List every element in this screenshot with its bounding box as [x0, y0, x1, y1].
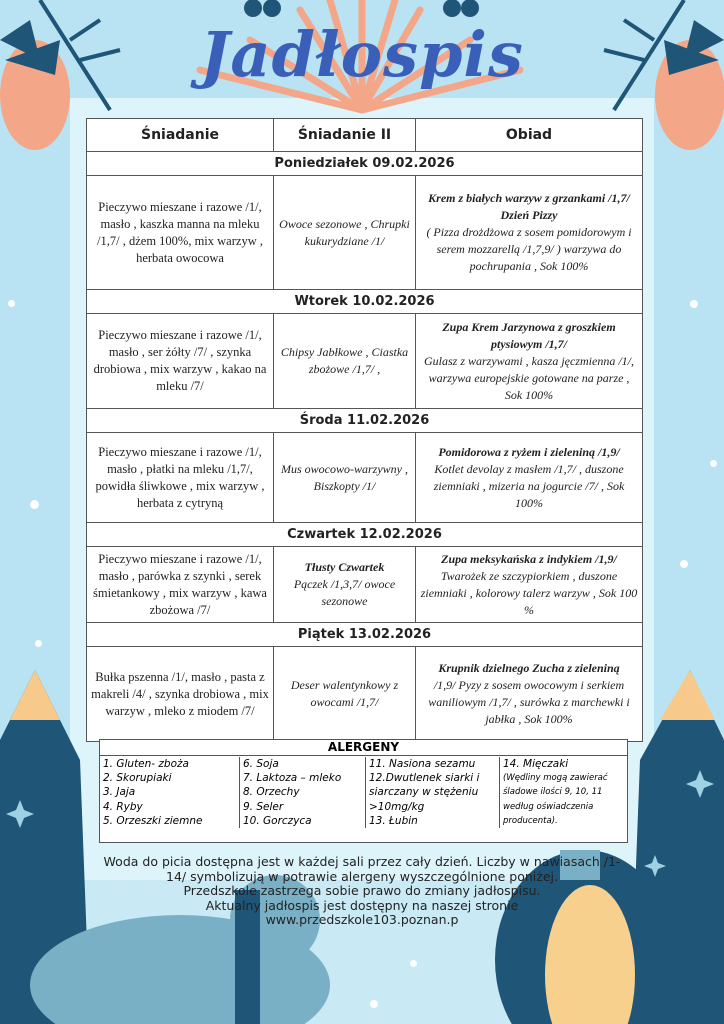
breakfast-cell: Pieczywo mieszane i razowe /1/, masło , płatki na mleku /1,7/, powidła śliwkowe , mix warzyw , herbata z cytryną: [87, 433, 274, 523]
allergen-item: 13. Łubin: [369, 814, 418, 827]
allergen-column: [240, 757, 366, 828]
breakfast-cell: Bułka pszenna /1/, masło , pasta z makreli /4/ , szynka drobiowa , mix warzyw , mleko z miodem /7/: [87, 647, 274, 742]
second-breakfast-cell: [274, 547, 416, 623]
lunch-special: Dzień Pizzy: [500, 208, 558, 222]
allergen-item: 4. Ryby: [103, 800, 143, 813]
allergen-item: 1. Gluten- zboża: [103, 758, 189, 770]
lunch-soup: Zupa Krem Jarzynowa z groszkiem ptysiowym /1,7/: [442, 319, 616, 351]
allergens-box: [99, 739, 628, 843]
website-link[interactable]: www.przedszkole103.poznan.p: [265, 912, 459, 927]
lunch-cell: [416, 176, 643, 290]
lunch-main: /1,9/ Pyzy z sosem owocowym i serkiem waniliowym /1,7/ , surówka z marchewki i jabłka , Sok 100%: [428, 678, 630, 726]
day-label: Wtorek 10.02.2026: [87, 290, 643, 314]
breakfast-cell: Pieczywo mieszane i razowe /1/, masło , ser żółty /7/ , szynka drobiowa , mix warzyw , kakao na mleku /7/: [87, 314, 274, 409]
second-breakfast-cell: Mus owocowo-warzywny , Biszkopty /1/: [274, 433, 416, 523]
footer-website-note: Aktualny jadłospis jest dostępny na naszej stronie: [205, 897, 519, 913]
footer-info: [100, 855, 624, 928]
header-row: [87, 119, 643, 152]
allergen-item: 8. Orzechy: [243, 786, 300, 799]
fat-thursday-label: Tłusty Czwartek: [304, 560, 385, 574]
second-breakfast-items: Pączek /1,3,7/ owoce sezonowe: [293, 577, 396, 608]
meal-row: [87, 433, 643, 523]
meal-row: [87, 176, 643, 290]
lunch-cell: [416, 314, 643, 409]
lunch-main: ( Pizza drożdżowa z sosem pomidorowym i serem mozzarellą /1,7,9/ ) warzywa do pochrupania , Sok 100%: [426, 225, 632, 273]
allergen-column: [500, 757, 621, 828]
page-title: Jadłospis: [200, 18, 524, 91]
allergen-item: 10. Gorczyca: [243, 814, 312, 827]
second-breakfast-cell: Owoce sezonowe , Chrupki kukurydziane /1/: [274, 176, 416, 290]
lunch-cell: [416, 547, 643, 623]
lunch-main: Gulasz z warzywami , kasza jęczmienna /1/, warzywa europejskie gotowane na parze , Sok 100%: [424, 353, 634, 402]
allergen-item: 3. Jaja: [103, 786, 136, 799]
allergen-item: 9. Seler: [243, 800, 284, 813]
lunch-main: Kotlet devolay z masłem /1,7/ , duszone ziemniaki , mizeria na jogurcie /7/ , Sok 100%: [433, 461, 625, 510]
footer-water-note: Woda do picia dostępna jest w każdej sali przez cały dzień. Liczby w nawiasach /1-14/ symbolizują w potrawie alergeny wyszczególnione poniżej.: [103, 854, 621, 884]
breakfast-cell: Pieczywo mieszane i razowe /1/, masło , kaszka manna na mleku /1,7/ , dżem 100%, mix warzyw , herbata owocowa: [87, 176, 274, 290]
allergen-column: [100, 757, 240, 828]
meal-row: [87, 314, 643, 409]
menu-table: [86, 118, 643, 742]
valentine-dessert-cell: Deser walentynkowy z owocami /1,7/: [274, 647, 416, 742]
allergen-item: 2. Skorupiaki: [103, 772, 172, 785]
meal-row: [87, 647, 643, 742]
footer-rights-note: Przedszkole zastrzega sobie prawo do zmiany jadłospisu.: [183, 883, 541, 898]
lunch-soup: Krupnik dzielnego Zucha z zieleniną: [438, 661, 620, 675]
day-label: Piątek 13.02.2026: [87, 623, 643, 647]
allergen-item: 12.Dwutlenek siarki i siarczany w stężeniu >10mg/kg: [369, 772, 480, 813]
day-row: [87, 623, 643, 647]
column-header: Obiad: [416, 119, 643, 152]
allergens-title: ALERGENY: [100, 740, 627, 756]
allergen-item: 11. Nasiona sezamu: [369, 758, 476, 770]
lunch-soup: Zupa meksykańska z indykiem /1,9/: [441, 551, 617, 566]
breakfast-cell: Pieczywo mieszane i razowe /1/, masło , parówka z szynki , serek śmietankowy , mix warzyw , kawa zbożowa /7/: [87, 547, 274, 623]
allergen-item: 14. Mięczaki: [503, 758, 569, 770]
allergen-note: (Wędliny mogą zawierać śladowe ilości 9, 10, 11 według oświadczenia producenta).: [503, 773, 608, 826]
day-row: [87, 290, 643, 314]
day-row: [87, 409, 643, 433]
lunch-soup: Pomidorowa z ryżem i zieleniną /1,9/: [438, 444, 620, 459]
second-breakfast-cell: Chipsy Jabłkowe , Ciastka zbożowe /1,7/ ,: [274, 314, 416, 409]
column-header: Śniadanie: [87, 119, 274, 152]
lunch-cell: [416, 647, 643, 742]
lunch-main: Twarożek ze szczypiorkiem , duszone ziemniaki , kolorowy talerz warzyw , Sok 100 %: [420, 568, 638, 617]
allergen-item: 7. Laktoza – mleko: [243, 772, 342, 785]
meal-row: [87, 547, 643, 623]
day-row: [87, 523, 643, 547]
allergen-item: 5. Orzeszki ziemne: [103, 814, 203, 827]
column-header: Śniadanie II: [274, 119, 416, 152]
lunch-cell: [416, 433, 643, 523]
day-label: Poniedziałek 09.02.2026: [87, 152, 643, 176]
lunch-soup: Krem z białych warzyw z grzankami /1,7/: [428, 191, 630, 205]
allergen-item: 6. Soja: [243, 758, 279, 770]
day-row: [87, 152, 643, 176]
allergen-column: [366, 757, 500, 828]
day-label: Środa 11.02.2026: [87, 409, 643, 433]
day-label: Czwartek 12.02.2026: [87, 523, 643, 547]
